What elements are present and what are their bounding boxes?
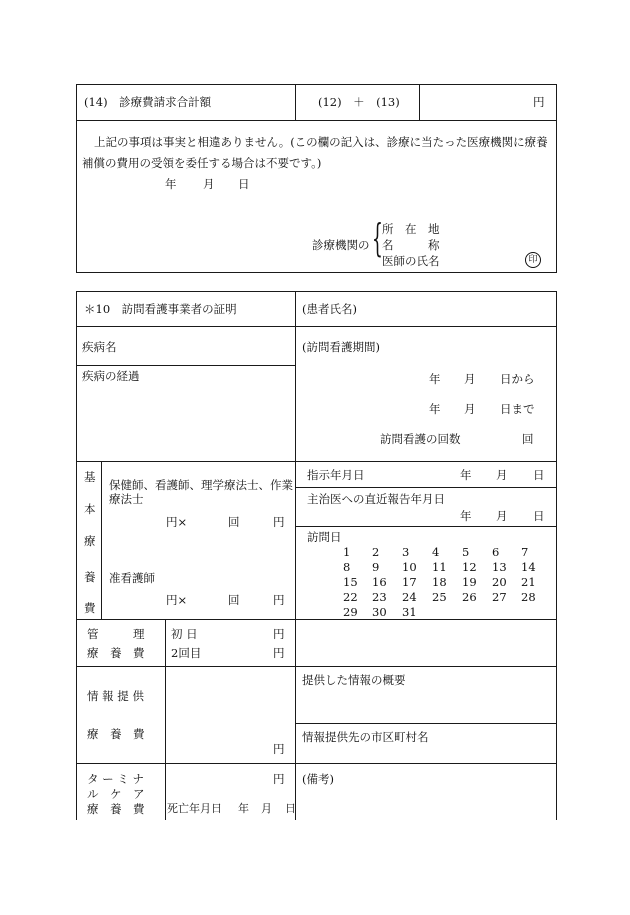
assistant-yen: 円 bbox=[273, 593, 285, 607]
basic-fee-char: 養 bbox=[84, 570, 96, 584]
nursing-title: ＊10 訪問看護事業者の証明 bbox=[84, 302, 237, 316]
claim-total-label: (14) 診療費請求合計額 bbox=[84, 95, 212, 109]
institution-prefix: 診療機関の bbox=[312, 238, 370, 252]
visit-day: 8 bbox=[343, 560, 351, 574]
report-day: 日 bbox=[533, 509, 545, 523]
period-from-month: 月 bbox=[464, 372, 476, 386]
visit-day: 21 bbox=[521, 575, 536, 589]
certification-date-year: 年 bbox=[165, 177, 177, 191]
visit-count-unit: 回 bbox=[522, 432, 534, 446]
visit-day: 11 bbox=[432, 560, 447, 574]
visit-day: 2 bbox=[372, 545, 380, 559]
visit-day: 16 bbox=[372, 575, 387, 589]
visit-day: 5 bbox=[462, 545, 470, 559]
period-from-year: 年 bbox=[429, 372, 441, 386]
instruction-day: 日 bbox=[533, 468, 545, 482]
doctor-name-label: 医師の氏名 bbox=[382, 254, 440, 268]
visit-day: 31 bbox=[402, 605, 417, 619]
death-day: 日 bbox=[285, 802, 296, 815]
visit-count-label: 訪問看護の回数 bbox=[380, 432, 461, 446]
institution-address-label: 所 在 地 bbox=[382, 222, 440, 236]
visit-day: 29 bbox=[343, 605, 358, 619]
visit-day: 3 bbox=[402, 545, 410, 559]
terminal-care-label: 療 養 費 bbox=[87, 802, 145, 816]
visit-day: 1 bbox=[343, 545, 351, 559]
visit-day: 12 bbox=[462, 560, 477, 574]
visit-day: 7 bbox=[521, 545, 529, 559]
assistant-times: 回 bbox=[228, 593, 240, 607]
visit-days-label: 訪問日 bbox=[307, 530, 342, 544]
first-day-label: 初 日 bbox=[171, 627, 198, 641]
claim-total-formula: (12) ＋ (13) bbox=[318, 95, 400, 109]
visit-day: 18 bbox=[432, 575, 447, 589]
death-year: 年 bbox=[238, 802, 249, 815]
basic-fee-char: 基 bbox=[84, 470, 96, 484]
basic-fee-char: 療 bbox=[84, 534, 96, 548]
report-date-label: 主治医への直近報告年月日 bbox=[307, 492, 445, 506]
claim-total-unit: 円 bbox=[533, 95, 545, 109]
death-date-label: 死亡年月日 bbox=[167, 802, 222, 815]
seal-mark: 印 bbox=[525, 252, 541, 268]
second-time-label: 2回目 bbox=[171, 646, 202, 660]
terminal-care-label: ル ケ ア bbox=[87, 787, 145, 801]
terminal-care-yen: 円 bbox=[273, 772, 285, 786]
period-to-suffix: 日まで bbox=[500, 402, 535, 416]
visit-day: 28 bbox=[521, 590, 536, 604]
certification-statement: 上記の事項は事実と相違ありません。(この欄の記入は、診療に当たった医療機関に療養補償の費用の受領を委任する場合は不要です。) bbox=[82, 135, 548, 170]
instruction-date-label: 指示年月日 bbox=[307, 468, 365, 482]
visit-day: 27 bbox=[492, 590, 507, 604]
death-month: 月 bbox=[261, 802, 272, 815]
visit-day: 14 bbox=[521, 560, 536, 574]
visit-day: 4 bbox=[432, 545, 440, 559]
visit-day: 15 bbox=[343, 575, 358, 589]
visit-day: 22 bbox=[343, 590, 358, 604]
basic-fee-char: 費 bbox=[84, 601, 96, 615]
certification-date-month: 月 bbox=[203, 177, 215, 191]
certification-date-day: 日 bbox=[238, 177, 250, 191]
disease-name-label: 疾病名 bbox=[82, 340, 117, 354]
visit-day: 30 bbox=[372, 605, 387, 619]
visit-day: 23 bbox=[372, 590, 387, 604]
report-year: 年 bbox=[460, 509, 472, 523]
terminal-care-label: タ ー ミ ナ bbox=[87, 772, 144, 786]
period-to-year: 年 bbox=[429, 402, 441, 416]
patient-name-label: (患者氏名) bbox=[302, 302, 357, 316]
nursing-period-label: (訪問看護期間) bbox=[302, 340, 380, 354]
instruction-month: 月 bbox=[496, 468, 508, 482]
assistant-yen-times: 円× bbox=[166, 593, 188, 607]
info-fee-yen: 円 bbox=[273, 742, 285, 756]
info-fee-label: 療 養 費 bbox=[87, 727, 145, 741]
basic-fee-char: 本 bbox=[84, 502, 96, 516]
management-fee-label: 療 養 費 bbox=[87, 646, 145, 660]
second-time-yen: 円 bbox=[273, 646, 285, 660]
staff-yen-times: 円× bbox=[166, 515, 188, 529]
visit-day: 24 bbox=[402, 590, 417, 604]
visit-day: 20 bbox=[492, 575, 507, 589]
staff-label: 保健師、看護師、理学療法士、作業療法士 bbox=[109, 478, 293, 506]
period-to-month: 月 bbox=[464, 402, 476, 416]
report-month: 月 bbox=[496, 509, 508, 523]
first-day-yen: 円 bbox=[273, 627, 285, 641]
institution-name-label: 名 称 bbox=[382, 238, 440, 252]
staff-times: 回 bbox=[228, 515, 240, 529]
visit-day: 13 bbox=[492, 560, 507, 574]
institution-brace: { bbox=[372, 216, 383, 260]
info-summary-label: 提供した情報の概要 bbox=[302, 673, 406, 687]
instruction-year: 年 bbox=[460, 468, 472, 482]
management-fee-label: 管 理 bbox=[87, 627, 145, 641]
visit-day: 9 bbox=[372, 560, 380, 574]
visit-day: 6 bbox=[492, 545, 500, 559]
disease-course-label: 疾病の経過 bbox=[82, 369, 140, 383]
info-destination-label: 情報提供先の市区町村名 bbox=[302, 730, 429, 744]
staff-yen: 円 bbox=[273, 515, 285, 529]
visit-day: 19 bbox=[462, 575, 477, 589]
visit-day: 10 bbox=[402, 560, 417, 574]
visit-day: 17 bbox=[402, 575, 417, 589]
info-fee-label: 情 報 提 供 bbox=[87, 689, 144, 703]
assistant-label: 准看護師 bbox=[109, 571, 155, 585]
remarks-label: (備考) bbox=[302, 772, 334, 786]
period-from-suffix: 日から bbox=[500, 372, 535, 386]
visit-day: 25 bbox=[432, 590, 447, 604]
visit-day: 26 bbox=[462, 590, 477, 604]
